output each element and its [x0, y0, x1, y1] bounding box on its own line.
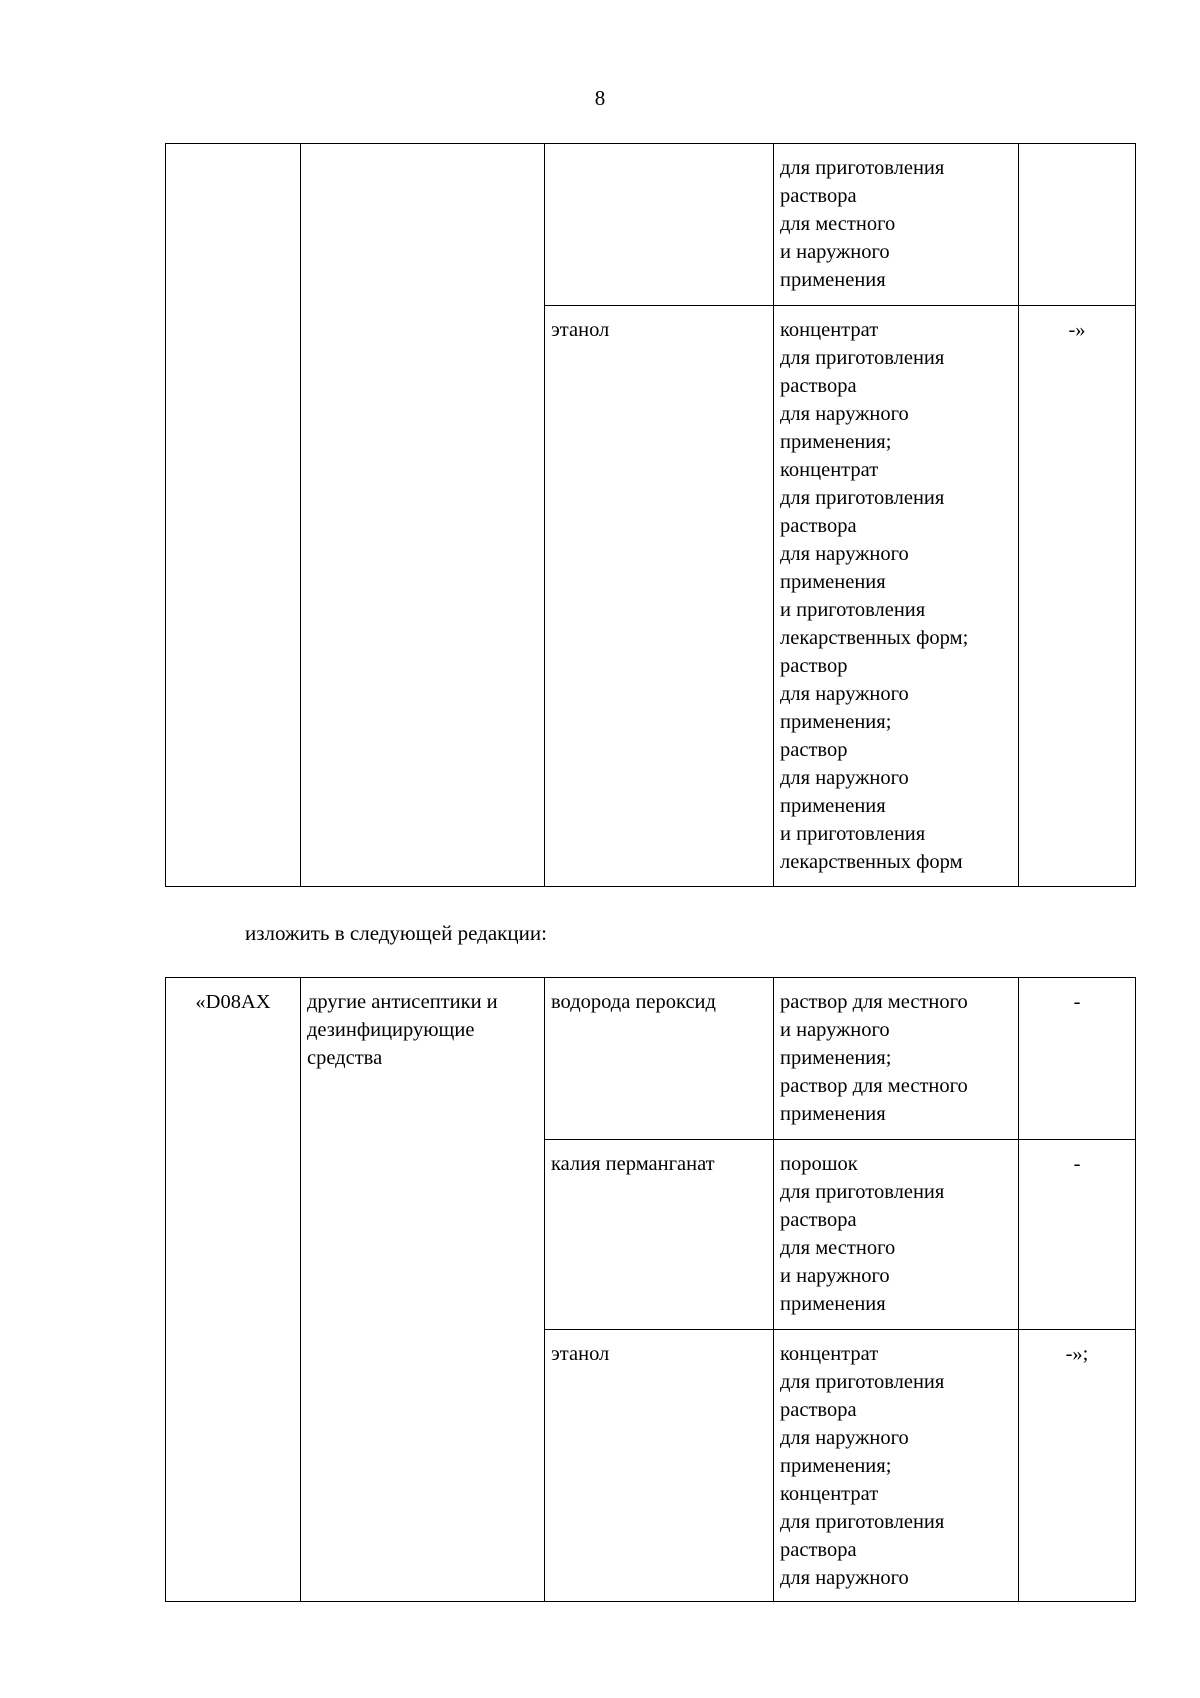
note-cell: - — [1019, 1140, 1136, 1330]
note-cell: - — [1019, 978, 1136, 1140]
dosage-form-line: раствора — [780, 1399, 857, 1421]
instruction-text: изложить в следующей редакции: — [245, 921, 547, 945]
dosage-form-line: концентрат — [780, 1343, 879, 1365]
dosage-form-line: концентрат — [780, 1483, 879, 1505]
dosage-form-line: раствора — [780, 1209, 857, 1231]
dosage-form-line: лекарственных форм — [780, 851, 963, 873]
dosage-form-line: для приготовления — [780, 1181, 945, 1203]
atc-code-cell — [166, 144, 301, 887]
table-previous-edition — [165, 143, 1136, 887]
note-cell: -» — [1019, 306, 1136, 887]
substance-cell: этанол — [545, 1330, 774, 1602]
dosage-form-line: применения — [780, 795, 886, 817]
dosage-form-line: раствор для местного — [780, 1075, 968, 1097]
dosage-form-line: лекарственных форм; — [780, 627, 969, 649]
dosage-form-line: для местного — [780, 1237, 896, 1259]
dosage-form-line: порошок — [780, 1153, 858, 1175]
table-row — [166, 978, 1136, 1140]
dosage-form-line: для наружного — [780, 1427, 909, 1449]
substance-cell — [545, 144, 774, 306]
dosage-form-line: раствора — [780, 1539, 857, 1561]
dosage-form-line: раствор — [780, 655, 848, 677]
dosage-form-cell — [774, 978, 1019, 1140]
substance-cell: калия перманганат — [545, 1140, 774, 1330]
dosage-form-line: для наружного — [780, 767, 909, 789]
dosage-form-line: и приготовления — [780, 823, 926, 845]
dosage-form-line: и наружного — [780, 1019, 890, 1041]
dosage-form-line: применения — [780, 571, 886, 593]
dosage-form-line: применения — [780, 1103, 886, 1125]
dosage-form-line: раствора — [780, 375, 857, 397]
dosage-form-line: применения — [780, 1293, 886, 1315]
dosage-form-line: концентрат — [780, 319, 879, 341]
dosage-form-line: применения; — [780, 1455, 892, 1477]
dosage-form-line: для приготовления — [780, 1511, 945, 1533]
dosage-form-line: и наружного — [780, 241, 890, 263]
dosage-form-line: раствора — [780, 515, 857, 537]
dosage-form-cell — [774, 1330, 1019, 1602]
note-cell — [1019, 144, 1136, 306]
dosage-form-line: и наружного — [780, 1265, 890, 1287]
dosage-form-line: для наружного — [780, 683, 909, 705]
dosage-form-line: для приготовления — [780, 347, 945, 369]
table-row — [166, 144, 1136, 306]
atc-code-cell: «D08AX — [166, 978, 301, 1602]
dosage-form-line: для приготовления — [780, 157, 945, 179]
dosage-form-line: для наружного — [780, 543, 909, 565]
dosage-form-line: раствор для местного — [780, 991, 968, 1013]
substance-cell: водорода пероксид — [545, 978, 774, 1140]
dosage-form-cell — [774, 306, 1019, 887]
dosage-form-line: применения; — [780, 1047, 892, 1069]
table-new-edition — [165, 977, 1136, 1602]
note-cell: -»; — [1019, 1330, 1136, 1602]
dosage-form-cell — [774, 144, 1019, 306]
dosage-form-line: для местного — [780, 213, 896, 235]
substance-cell: этанол — [545, 306, 774, 887]
dosage-form-line: применения; — [780, 711, 892, 733]
group-name-cell: другие антисептики и дезинфицирующие средства — [301, 978, 545, 1602]
dosage-form-line: для приготовления — [780, 487, 945, 509]
dosage-form-line: концентрат — [780, 459, 879, 481]
dosage-form-line: и приготовления — [780, 599, 926, 621]
dosage-form-line: для наружного — [780, 1567, 909, 1589]
dosage-form-line: раствора — [780, 185, 857, 207]
dosage-form-line: для наружного — [780, 403, 909, 425]
dosage-form-line: применения; — [780, 431, 892, 453]
group-name-cell — [301, 144, 545, 887]
dosage-form-line: применения — [780, 269, 886, 291]
dosage-form-line: для приготовления — [780, 1371, 945, 1393]
dosage-form-line: раствор — [780, 739, 848, 761]
dosage-form-cell — [774, 1140, 1019, 1330]
page-number: 8 — [594, 86, 606, 110]
